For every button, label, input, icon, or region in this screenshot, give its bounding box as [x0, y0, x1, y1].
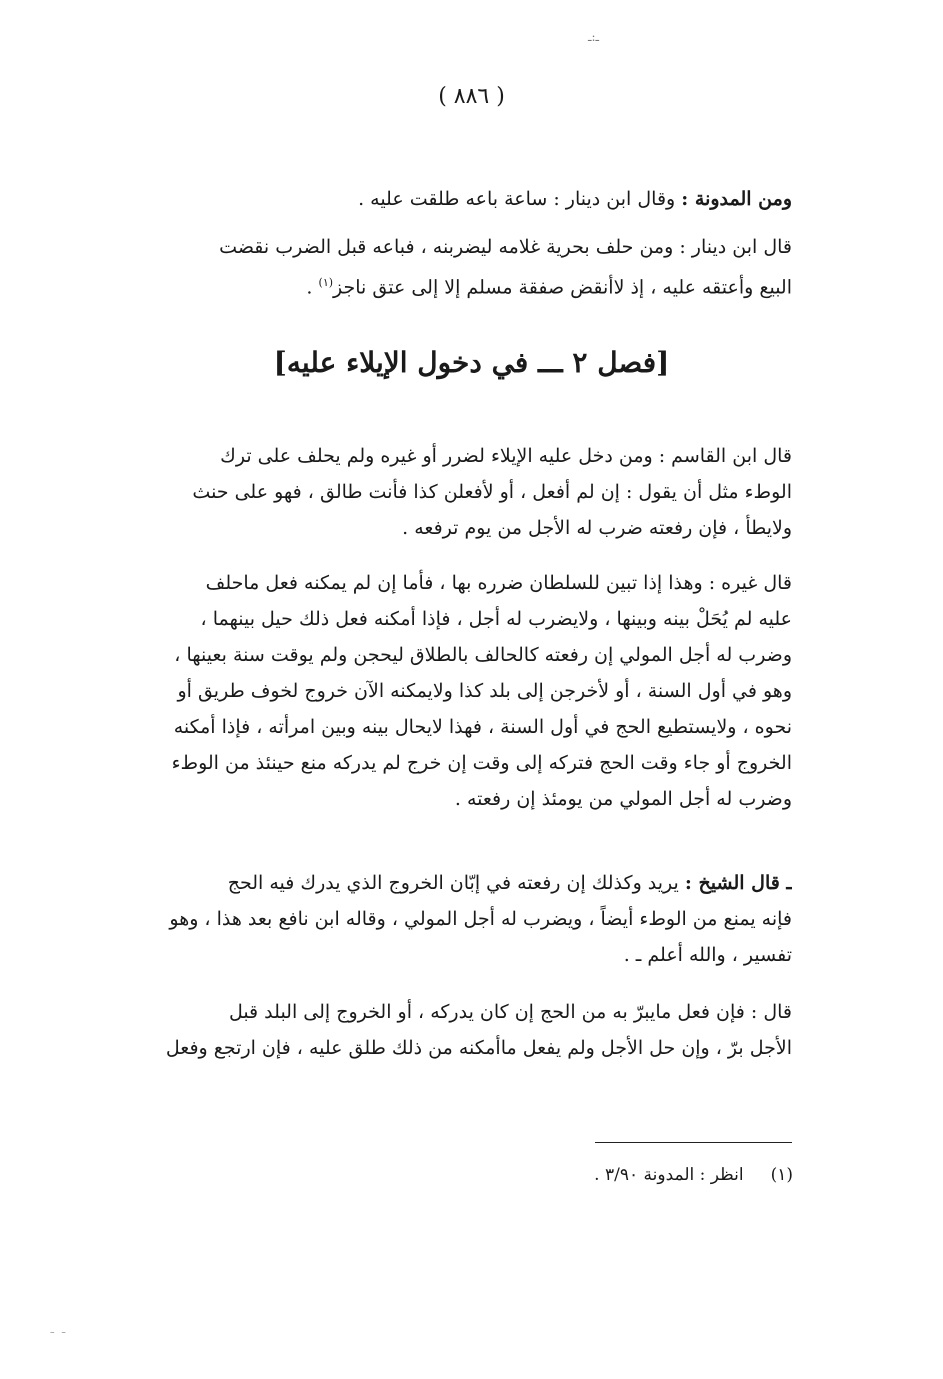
paragraph-6-line-1: قال : فإن فعل مايبرّ به من الحج إن كان يدركه ، أو الخروج إلى البلد قبل — [228, 1001, 792, 1023]
paragraph-2 — [78, 229, 792, 305]
paragraph-4-line-5: نحوه ، ولايستطيع الحج في أول السنة ، فهذا لايحال بينه وبين امرأته ، فإذا أمكنه — [173, 716, 792, 738]
paragraph-4-line-6: الخروج أو جاء وقت الحج فتركه إلى وقت إن خرج لم يدركه منع حينئذ من الوطء — [171, 752, 792, 774]
footnote-reference: (١) — [318, 276, 334, 289]
paragraph-3 — [78, 438, 792, 546]
page-number: ( ٨٨٦ ) — [438, 84, 505, 109]
paragraph-4-line-7: وضرب له أجل المولي من يومئذ إن رفعته . — [454, 788, 792, 810]
paragraph-6-line-2: الأجل برّ ، وإن حل الأجل ولم يفعل ماأمكنه من ذلك طلق عليه ، فإن ارتجع وفعل — [165, 1037, 792, 1059]
paragraph-3-line-3: ولايطأ ، فإن رفعته ضرب له الأجل من يوم ترفعه . — [402, 517, 792, 539]
section-heading: [فصل ٢ ـــ في دخول الإيلاء عليه] — [273, 346, 670, 379]
paragraph-5-line-3: تفسير ، والله أعلم ـ . — [623, 944, 792, 966]
paragraph-6 — [78, 994, 792, 1066]
paragraph-2-line-1: قال ابن دينار : ومن حلف بحرية غلامه ليضربنه ، فباعه قبل الضرب نقضت — [219, 236, 792, 258]
paragraph-4-line-3: وضرب له أجل المولي إن رفعته كالحالف بالطلاق ليحجن ولم يوقت سنة بعينها ، — [174, 644, 792, 666]
corner-mark: – – — [50, 1328, 68, 1338]
paragraph-5-lead: ـ قال الشيخ : — [684, 872, 792, 894]
header-mark: ـ:ـ — [588, 30, 600, 44]
paragraph-4-line-4: وهو في أول السنة ، أو لأخرجن إلى بلد كذا ولايمكنه الآن خروج لخوف طريق أو — [177, 680, 792, 702]
paragraph-1-text: وقال ابن دينار : ساعة باعه طلقت عليه . — [358, 188, 676, 210]
paragraph-2-end: . — [306, 276, 319, 299]
paragraph-5 — [78, 865, 792, 973]
paragraph-5-line-1: يريد وكذلك إن رفعته في إبّان الخروج الذي يدرك فيه الحج — [227, 872, 679, 894]
paragraph-1 — [78, 181, 792, 217]
paragraph-1-lead: ومن المدونة : — [681, 188, 792, 210]
paragraph-3-line-2: الوطء مثل أن يقول : إن لم أفعل ، أو لأفعلن كذا فأنت طالق ، فهو على حنث — [192, 481, 792, 503]
paragraph-3-line-1: قال ابن القاسم : ومن دخل عليه الإيلاء لضرر أو غيره ولم يحلف على ترك — [220, 445, 792, 467]
paragraph-2-line-2: البيع وأعتقه عليه ، إذ لاأنقض صفقة مسلم إلا إلى عتق ناجز — [333, 276, 792, 299]
footnote-text: انظر : المدونة ٣/٩٠ . — [594, 1165, 744, 1185]
footnote-number: (١) — [770, 1165, 793, 1185]
footnote — [193, 1165, 793, 1185]
paragraph-4 — [78, 565, 792, 817]
paragraph-5-line-2: فإنه يمنع من الوطء أيضاً ، ويضرب له أجل المولي ، وقاله ابن نافع بعد هذا ، وهو — [169, 908, 792, 930]
paragraph-4-line-2: عليه لم يُحَلْ بينه وبينها ، ولايضرب له أجل ، فإذا أمكنه فعل ذلك حيل بينهما ، — [200, 608, 792, 630]
paragraph-4-line-1: قال غيره : وهذا إذا تبين للسلطان ضرره بها ، فأما إن لم يمكنه فعل ماحلف — [205, 572, 792, 594]
footnote-divider — [595, 1142, 792, 1143]
